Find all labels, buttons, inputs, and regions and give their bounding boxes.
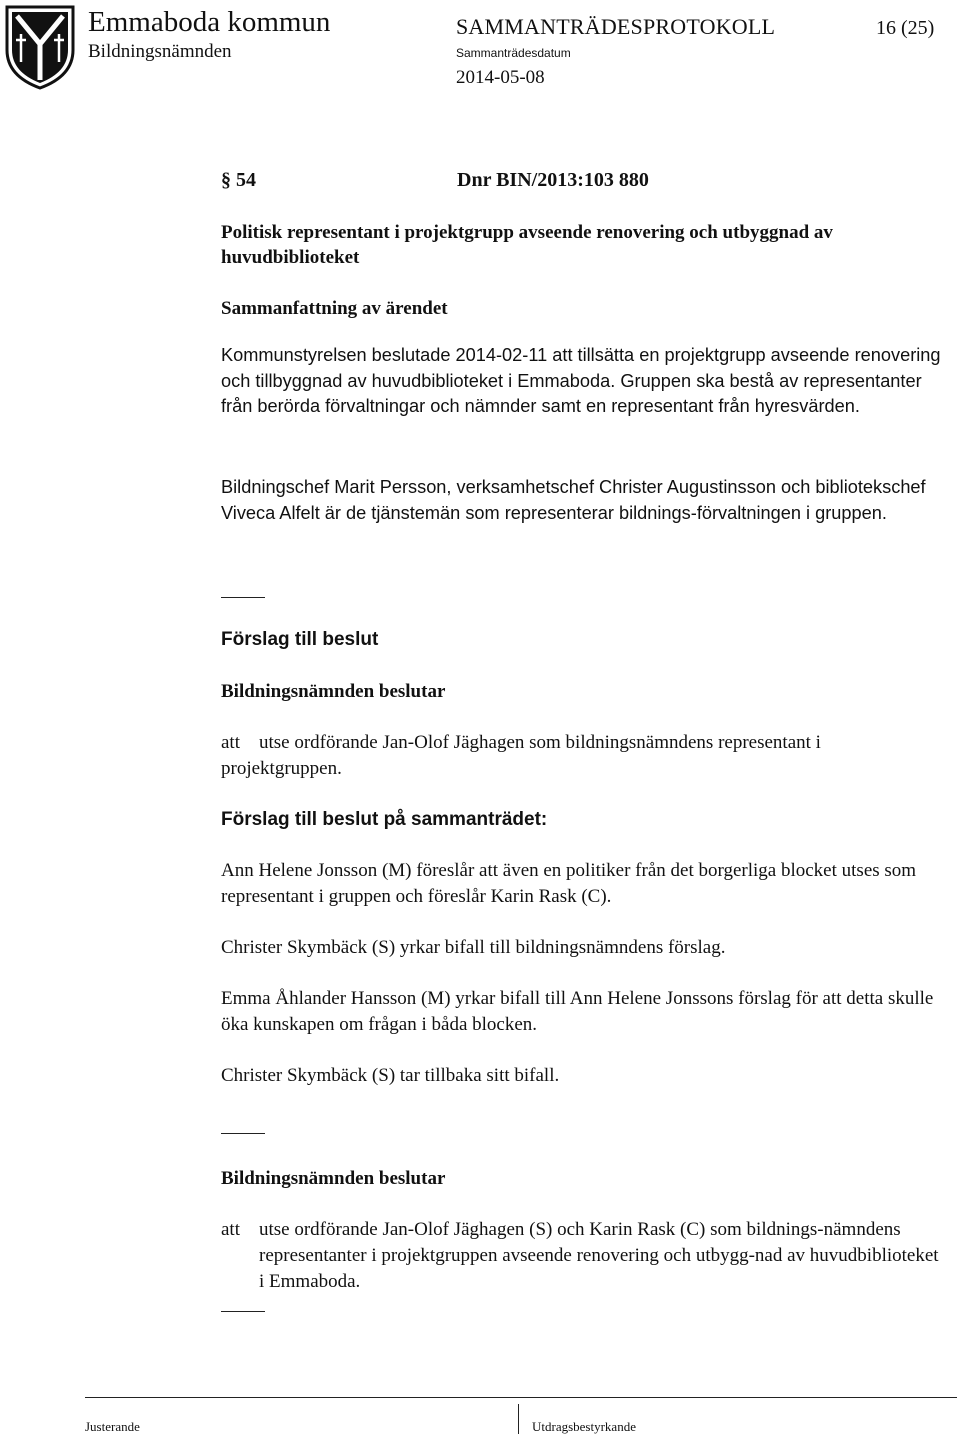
final-decision-text: utse ordförande Jan-Olof Jäghagen (S) och Karin Rask (C) som bildnings-nämndens representanter i projektgruppen avseende renovering och utbygg-nad av huvudbiblioteket i Emmaboda. [259,1219,939,1292]
footer-divider [518,1404,519,1434]
document-type: SAMMANTRÄDESPROTOKOLL [456,14,776,39]
separator-line [221,1311,265,1312]
footer-extract-label: Utdragsbestyrkande [532,1419,636,1434]
case-number: Dnr BIN/2013:103 880 [457,169,649,191]
page-number: 16 (25) [876,17,935,39]
municipality-crest-icon [4,4,76,90]
meeting-proposal-2: Christer Skymbäck (S) yrkar bifall till bildningsnämndens förslag. [221,937,726,958]
summary-paragraph-1: Kommunstyrelsen beslutade 2014-02-11 att tillsätta en projektgrupp avseende renovering och tillbyggnad av huvudbiblioteket i Emmaboda. Gruppen ska bestå av representanter från berörda förvaltningar och nämnder samt en representant från hyresvärden. [221,345,941,417]
final-decision-heading: Bildningsnämnden beslutar [221,1168,446,1189]
section-title: Politisk representant i projektgrupp avseende renovering och utbyggnad av huvudbiblioteket [221,222,833,268]
meeting-proposal-3: Emma Åhlander Hansson (M) yrkar bifall till Ann Helene Jonssons förslag för att detta skulle öka kunskapen om frågan i båda blocken. [221,988,934,1035]
att-label: att [221,1219,240,1240]
decision-heading: Bildningsnämnden beslutar [221,681,446,702]
separator-line [221,1133,265,1134]
summary-heading: Sammanfattning av ärendet [221,298,448,319]
meeting-date: 2014-05-08 [456,67,545,88]
proposal-decision [221,730,941,784]
proposal-decision-text: utse ordförande Jan-Olof Jäghagen som bildningsnämndens representant i projektgruppen. [221,732,821,779]
meeting-date-label: Sammanträdesdatum [456,46,571,60]
att-label: att [221,732,240,753]
proposal-heading: Förslag till beslut [221,629,379,650]
summary-paragraph-2: Bildningschef Marit Persson, verksamhetschef Christer Augustinsson och bibliotekschef Viveca Alfelt är de tjänstemän som representerar bildnings-förvaltningen i gruppen. [221,477,926,523]
section-number: § 54 [221,169,256,191]
footer-adjuster-label: Justerande [85,1419,140,1434]
separator-line [221,597,265,598]
organization-name: Emmaboda kommun [88,6,331,38]
meeting-proposal-4: Christer Skymbäck (S) tar tillbaka sitt bifall. [221,1065,560,1086]
meeting-proposal-heading: Förslag till beslut på sammanträdet: [221,809,548,830]
meeting-proposal-1: Ann Helene Jonsson (M) föreslår att även en politiker från det borgerliga blocket utses som representant i gruppen och föreslår Karin Rask (C). [221,860,917,907]
final-decision [221,1217,941,1297]
department-name: Bildningsnämnden [88,41,232,62]
footer-rule [85,1397,957,1398]
